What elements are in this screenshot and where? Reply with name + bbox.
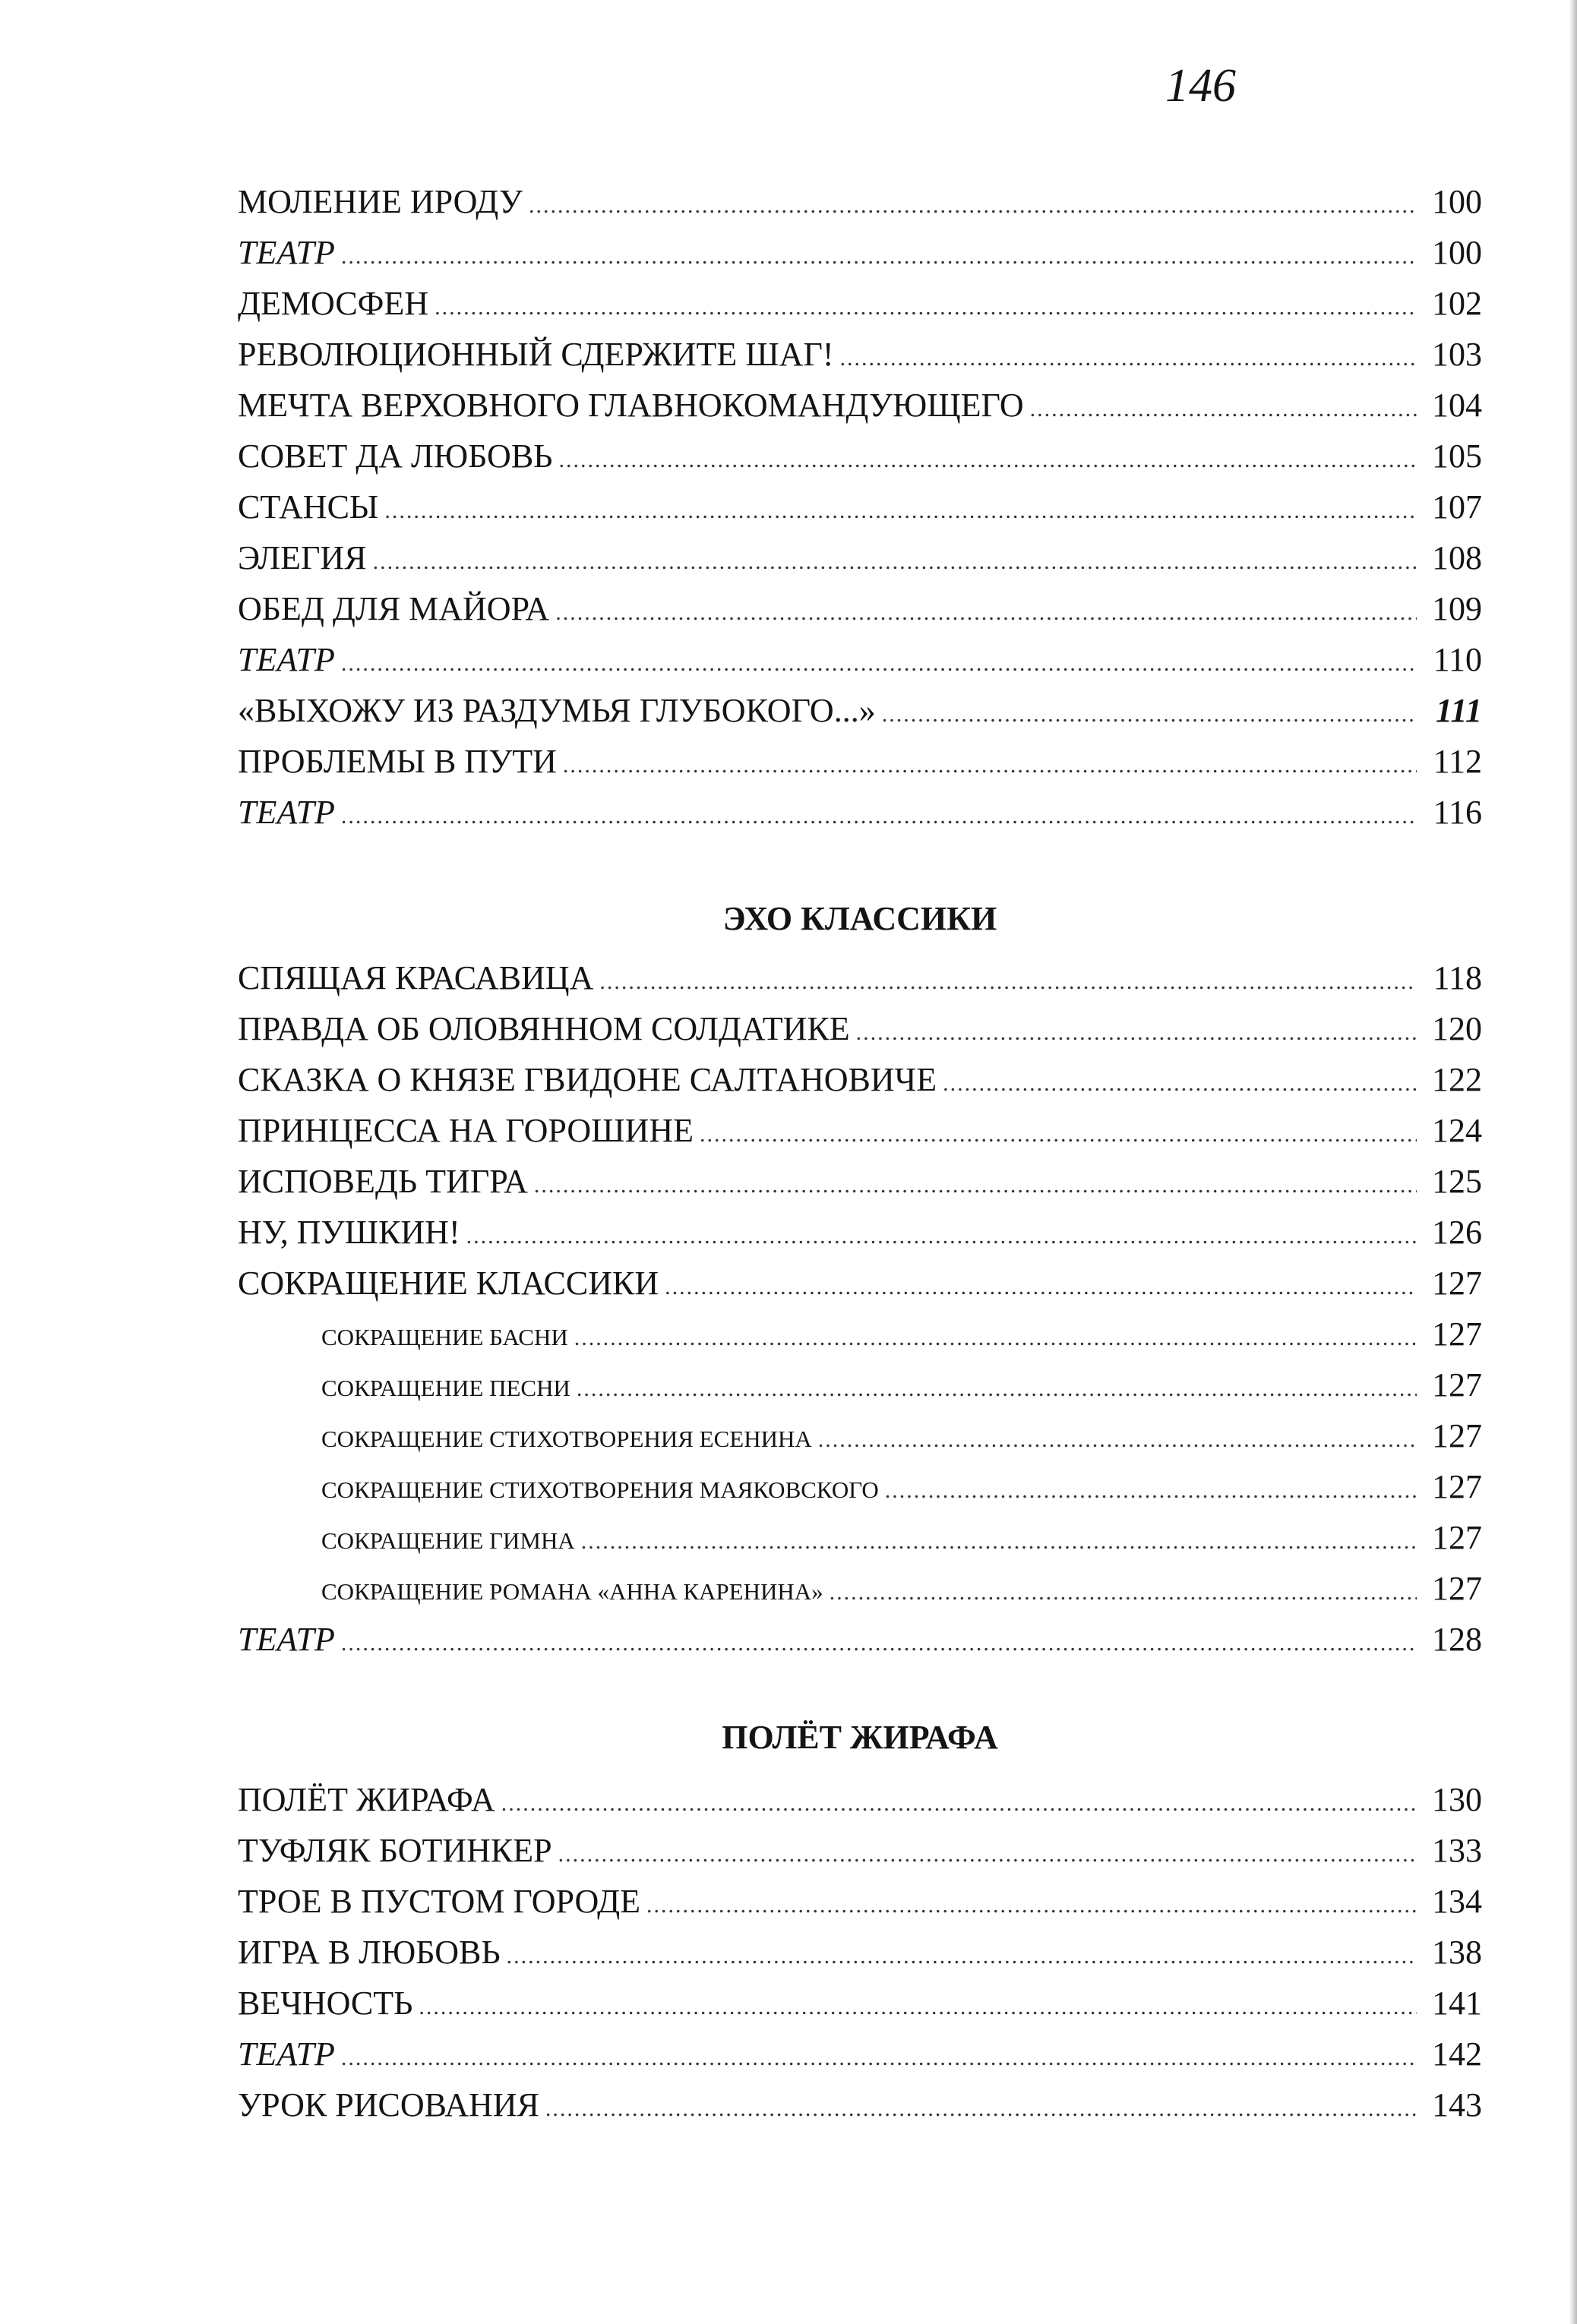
toc-entry[interactable] bbox=[238, 1060, 1482, 1111]
toc-entry-page: 127 bbox=[1432, 1366, 1482, 1404]
toc-entry-page: 108 bbox=[1432, 539, 1482, 576]
toc-entry-page: 120 bbox=[1432, 1010, 1482, 1047]
toc-entry-page: 127 bbox=[1432, 1570, 1482, 1607]
toc-entry[interactable] bbox=[238, 2035, 1482, 2086]
toc-entry-title: МЕЧТА ВЕРХОВНОГО ГЛАВНОКОМАНДУЮЩЕГО bbox=[238, 387, 1024, 424]
toc-entry-page: 122 bbox=[1432, 1061, 1482, 1098]
dot-leader bbox=[599, 969, 1417, 995]
toc-entry-page: 111 bbox=[1435, 692, 1482, 729]
toc-group-1 bbox=[238, 182, 1482, 844]
dot-leader bbox=[943, 1071, 1417, 1097]
page-edge-shadow bbox=[1569, 0, 1577, 2324]
toc-entry-page: 100 bbox=[1432, 234, 1482, 271]
toc-entry-title: СОКРАЩЕНИЕ ГИМНА bbox=[321, 1527, 575, 1554]
toc-entry-title: ТЕАТР bbox=[238, 234, 335, 271]
toc-entry-page: 134 bbox=[1432, 1883, 1482, 1920]
toc-entry[interactable] bbox=[238, 1933, 1482, 1984]
toc-entry-title: ПРИНЦЕССА НА ГОРОШИНЕ bbox=[238, 1112, 694, 1149]
toc-entry[interactable] bbox=[238, 1111, 1482, 1162]
toc-entry-title: ТЕАТР bbox=[238, 794, 335, 831]
toc-entry-title: СОКРАЩЕНИЕ СТИХОТВОРЕНИЯ МАЯКОВСКОГО bbox=[321, 1476, 879, 1503]
toc-entry-page: 118 bbox=[1433, 959, 1482, 996]
toc-entry[interactable] bbox=[238, 1620, 1482, 1671]
toc-entry-page: 124 bbox=[1432, 1112, 1482, 1149]
dot-leader bbox=[466, 1224, 1417, 1249]
toc-group-2 bbox=[238, 958, 1482, 1671]
dot-leader bbox=[507, 1944, 1417, 1969]
toc-subentry[interactable] bbox=[238, 1366, 1482, 1416]
toc-entry[interactable] bbox=[238, 1831, 1482, 1882]
toc-entry-title: ПОЛЁТ ЖИРАФА bbox=[238, 1781, 495, 1818]
toc-entry-page: 127 bbox=[1432, 1417, 1482, 1454]
toc-entry-title: ТЕАТР bbox=[238, 2035, 335, 2073]
dot-leader bbox=[419, 1994, 1417, 2020]
toc-entry-title: ТЕАТР bbox=[238, 1621, 335, 1658]
dot-leader bbox=[830, 1580, 1417, 1606]
dot-leader bbox=[840, 346, 1417, 371]
toc-subentry[interactable] bbox=[238, 1467, 1482, 1518]
toc-entry-title: ТУФЛЯК БОТИНКЕР bbox=[238, 1832, 552, 1869]
toc-entry[interactable] bbox=[238, 182, 1482, 233]
toc-entry-title: РЕВОЛЮЦИОННЫЙ СДЕРЖИТЕ ШАГ! bbox=[238, 336, 834, 373]
toc-entry[interactable] bbox=[238, 437, 1482, 488]
toc-entry[interactable] bbox=[238, 488, 1482, 538]
toc-entry[interactable] bbox=[238, 1984, 1482, 2035]
dot-leader bbox=[534, 1173, 1417, 1198]
toc-entry-title: СКАЗКА О КНЯЗЕ ГВИДОНЕ САЛТАНОВИЧЕ bbox=[238, 1061, 937, 1098]
toc-entry-title: СОВЕТ ДА ЛЮБОВЬ bbox=[238, 437, 553, 475]
dot-leader bbox=[373, 549, 1417, 575]
dot-leader bbox=[555, 600, 1417, 626]
toc-entry[interactable] bbox=[238, 335, 1482, 386]
toc-entry-page: 138 bbox=[1432, 1934, 1482, 1971]
dot-leader bbox=[341, 804, 1417, 829]
toc-entry[interactable] bbox=[238, 538, 1482, 589]
dot-leader bbox=[646, 1893, 1417, 1918]
dot-leader bbox=[341, 651, 1417, 677]
toc-entry-page: 127 bbox=[1432, 1468, 1482, 1505]
dot-leader bbox=[574, 1325, 1417, 1351]
toc-entry[interactable] bbox=[238, 793, 1482, 844]
toc-entry[interactable] bbox=[238, 742, 1482, 793]
toc-entry-page: 143 bbox=[1432, 2086, 1482, 2123]
dot-leader bbox=[558, 447, 1417, 473]
toc-entry[interactable] bbox=[238, 958, 1482, 1009]
toc-entry-title: НУ, ПУШКИН! bbox=[238, 1214, 460, 1251]
toc-entry-title: ДЕМОСФЕН bbox=[238, 285, 429, 322]
toc-entry-page: 107 bbox=[1432, 488, 1482, 526]
toc-entry-title: СПЯЩАЯ КРАСАВИЦА bbox=[238, 959, 594, 996]
toc-entry-title: ТРОЕ В ПУСТОМ ГОРОДЕ bbox=[238, 1883, 640, 1920]
toc-entry-title: СОКРАЩЕНИЕ ПЕСНИ bbox=[321, 1375, 570, 1401]
toc-entry-title: ПРОБЛЕМЫ В ПУТИ bbox=[238, 743, 557, 780]
dot-leader bbox=[577, 1376, 1417, 1402]
toc-entry-page: 104 bbox=[1432, 387, 1482, 424]
dot-leader bbox=[700, 1122, 1417, 1148]
toc-entry-title: СТАНСЫ bbox=[238, 488, 379, 526]
toc-entry[interactable] bbox=[238, 1264, 1482, 1315]
dot-leader bbox=[818, 1427, 1417, 1453]
toc-entry-page: 116 bbox=[1433, 794, 1482, 831]
toc-entry-title: ЭЛЕГИЯ bbox=[238, 539, 367, 576]
toc-entry-title: «ВЫХОЖУ ИЗ РАЗДУМЬЯ ГЛУБОКОГО...» bbox=[238, 692, 876, 729]
toc-entry-title: МОЛЕНИЕ ИРОДУ bbox=[238, 183, 523, 220]
toc-entry-page: 125 bbox=[1432, 1163, 1482, 1200]
toc-entry-title: ОБЕД ДЛЯ МАЙОРА bbox=[238, 590, 550, 627]
dot-leader bbox=[581, 1529, 1417, 1555]
dot-leader bbox=[435, 295, 1417, 320]
toc-entry[interactable] bbox=[238, 1162, 1482, 1213]
dot-leader bbox=[341, 1631, 1417, 1656]
toc-entry-page: 109 bbox=[1432, 590, 1482, 627]
toc-subentry[interactable] bbox=[238, 1416, 1482, 1467]
toc-entry[interactable] bbox=[238, 640, 1482, 691]
dot-leader bbox=[665, 1274, 1417, 1300]
toc-entry-page: 105 bbox=[1432, 437, 1482, 475]
dot-leader bbox=[885, 1478, 1417, 1504]
toc-entry-title: ВЕЧНОСТЬ bbox=[238, 1985, 413, 2022]
toc-entry-title: СОКРАЩЕНИЕ КЛАССИКИ bbox=[238, 1265, 659, 1302]
toc-entry-title: СОКРАЩЕНИЕ БАСНИ bbox=[321, 1324, 568, 1350]
toc-entry[interactable] bbox=[238, 589, 1482, 640]
page-number: 146 bbox=[1165, 60, 1236, 112]
dot-leader bbox=[529, 193, 1417, 219]
toc-entry-page: 112 bbox=[1433, 743, 1482, 780]
dot-leader bbox=[545, 2096, 1417, 2122]
toc-entry[interactable] bbox=[238, 1882, 1482, 1933]
toc-entry-page: 141 bbox=[1432, 1985, 1482, 2022]
dot-leader bbox=[501, 1791, 1417, 1817]
toc-entry[interactable] bbox=[238, 1009, 1482, 1060]
toc-entry-page: 127 bbox=[1432, 1265, 1482, 1302]
section-heading: ПОЛЁТ ЖИРАФА bbox=[722, 1719, 998, 1756]
toc-entry[interactable] bbox=[238, 1213, 1482, 1264]
section-heading: ЭХО КЛАССИКИ bbox=[722, 900, 997, 937]
toc-entry-title: УРОК РИСОВАНИЯ bbox=[238, 2086, 539, 2123]
toc-entry-page: 126 bbox=[1432, 1214, 1482, 1251]
toc-entry-title: ПРАВДА ОБ ОЛОВЯННОМ СОЛДАТИКЕ bbox=[238, 1010, 850, 1047]
toc-subentry[interactable] bbox=[238, 1315, 1482, 1366]
toc-group-3 bbox=[238, 1780, 1482, 2136]
toc-entry-page: 100 bbox=[1432, 183, 1482, 220]
toc-entry[interactable] bbox=[238, 691, 1482, 742]
toc-entry-page: 130 bbox=[1432, 1781, 1482, 1818]
toc-entry[interactable] bbox=[238, 386, 1482, 437]
dot-leader bbox=[1030, 396, 1417, 422]
toc-entry[interactable] bbox=[238, 284, 1482, 335]
dot-leader bbox=[563, 753, 1417, 778]
toc-entry-page: 103 bbox=[1432, 336, 1482, 373]
toc-entry[interactable] bbox=[238, 233, 1482, 284]
toc-entry-title: СОКРАЩЕНИЕ СТИХОТВОРЕНИЯ ЕСЕНИНА bbox=[321, 1426, 812, 1452]
toc-entry-page: 102 bbox=[1432, 285, 1482, 322]
toc-entry-title: СОКРАЩЕНИЕ РОМАНА «АННА КАРЕНИНА» bbox=[321, 1578, 823, 1605]
toc-subentry[interactable] bbox=[238, 1518, 1482, 1569]
toc-entry-page: 127 bbox=[1432, 1519, 1482, 1556]
toc-entry-page: 110 bbox=[1433, 641, 1482, 678]
dot-leader bbox=[341, 2045, 1417, 2071]
dot-leader bbox=[384, 498, 1417, 524]
dot-leader bbox=[341, 244, 1417, 270]
toc-subentry[interactable] bbox=[238, 1569, 1482, 1620]
dot-leader bbox=[856, 1020, 1417, 1046]
dot-leader bbox=[558, 1842, 1417, 1868]
toc-entry[interactable] bbox=[238, 1780, 1482, 1831]
toc-entry-page: 127 bbox=[1432, 1315, 1482, 1353]
toc-entry-page: 133 bbox=[1432, 1832, 1482, 1869]
toc-entry-title: ИСПОВЕДЬ ТИГРА bbox=[238, 1163, 528, 1200]
toc-entry-title: ИГРА В ЛЮБОВЬ bbox=[238, 1934, 501, 1971]
toc-entry-page: 142 bbox=[1432, 2035, 1482, 2073]
toc-entry-page: 128 bbox=[1432, 1621, 1482, 1658]
dot-leader bbox=[882, 702, 1417, 728]
toc-entry-title: ТЕАТР bbox=[238, 641, 335, 678]
toc-entry[interactable] bbox=[238, 2086, 1482, 2136]
